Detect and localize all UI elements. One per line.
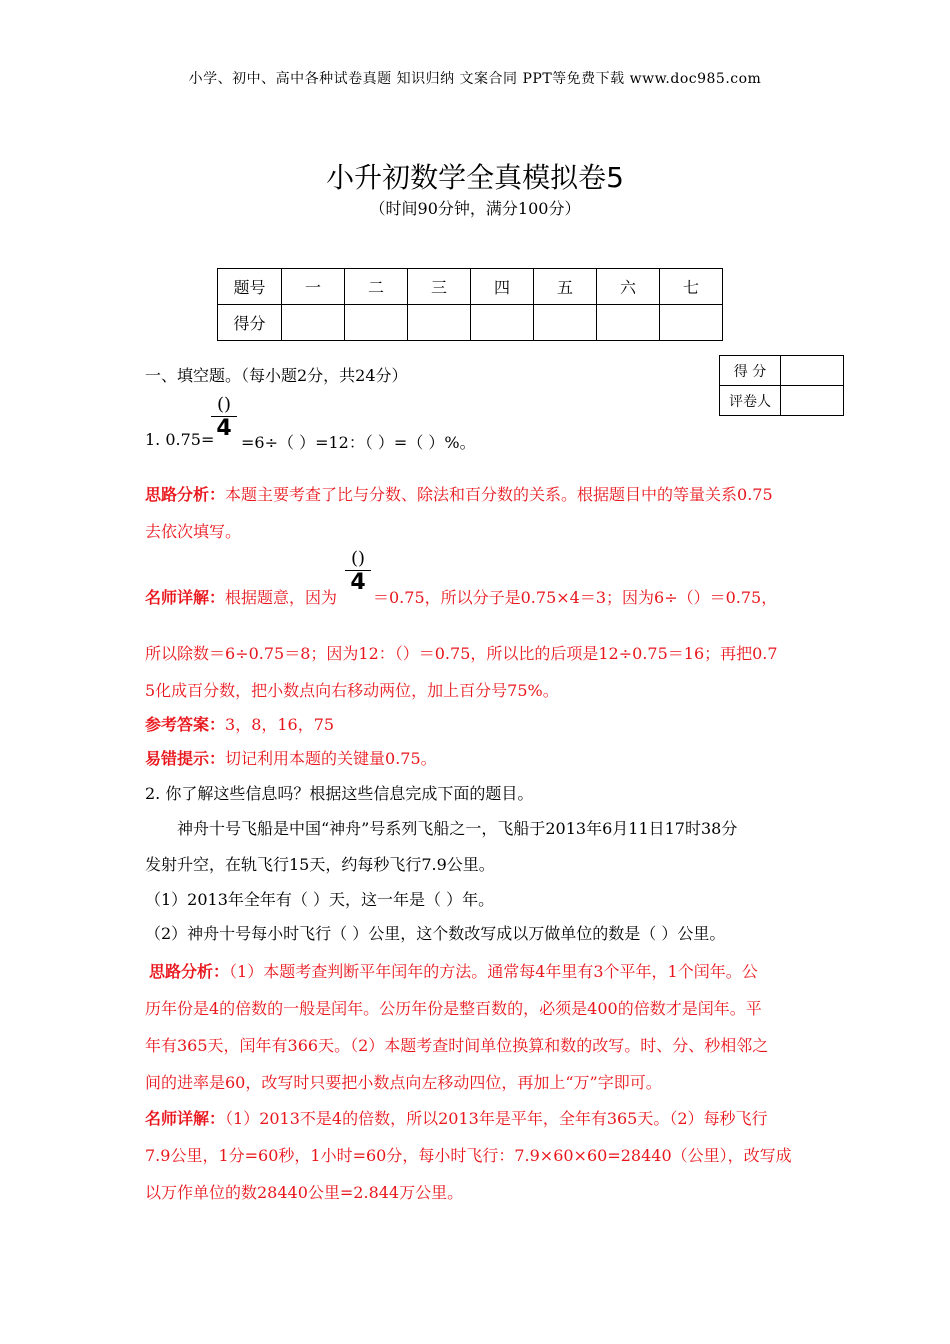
q2-analysis-text: （1）本题考查判断平年闰年的方法。通常每4年里有3个平年，1个闰年。公 bbox=[229, 962, 758, 981]
fraction-blank-over-4 bbox=[211, 395, 237, 440]
q1-detail-text-a: 根据题意，因为 bbox=[225, 588, 338, 607]
score-table-col: 四 bbox=[471, 269, 534, 305]
q1-detail bbox=[145, 585, 337, 608]
q1-analysis-line2: 去依次填写。 bbox=[145, 522, 242, 541]
section-1-heading: 一、填空题。（每小题2分，共24分） bbox=[145, 366, 408, 385]
q2-paragraph-line1: 神舟十号飞船是中国“神舟”号系列飞船之一，飞船于2013年6月11日17时38分 bbox=[177, 819, 738, 838]
score-cell bbox=[282, 305, 345, 341]
q1-tip bbox=[145, 746, 437, 769]
grader-name-cell bbox=[781, 386, 844, 416]
score-cell bbox=[471, 305, 534, 341]
score-table-col: 五 bbox=[534, 269, 597, 305]
score-table-col: 七 bbox=[660, 269, 723, 305]
score-table-row-label: 得分 bbox=[218, 305, 282, 341]
q2-analysis-line3: 年有365天，闰年有366天。（2）本题考查时间单位换算和数的改写。时、分、秒相邻之 bbox=[145, 1036, 769, 1055]
q2-intro: 2. 你了解这些信息吗？根据这些信息完成下面的题目。 bbox=[145, 784, 534, 803]
q2-sub2: （2）神舟十号每小时飞行（ ）公里，这个数改写成以万做单位的数是（ ）公里。 bbox=[145, 924, 726, 943]
q2-detail-line2: 7.9公里，1分=60秒，1小时=60分，每小时飞行：7.9×60×60=28440（公里），改写成 bbox=[145, 1146, 792, 1165]
grader-box bbox=[719, 355, 844, 416]
score-table-header-row bbox=[218, 269, 723, 305]
q1-detail-label: 名师详解： bbox=[145, 588, 226, 607]
q1-suffix: =6÷（ ）=12：（ ）=（ ）%。 bbox=[241, 433, 476, 452]
fraction-denominator: 4 bbox=[216, 416, 232, 441]
q1-answer-text: 3，8，16，75 bbox=[225, 715, 335, 734]
score-cell bbox=[660, 305, 723, 341]
score-cell bbox=[408, 305, 471, 341]
page-title: 小升初数学全真模拟卷5 bbox=[326, 161, 624, 194]
fraction-numerator: () bbox=[350, 548, 366, 569]
grader-name-label: 评卷人 bbox=[720, 386, 781, 416]
fraction-numerator: () bbox=[216, 394, 232, 415]
grader-score-label: 得 分 bbox=[720, 356, 781, 386]
fraction-blank-over-4 bbox=[345, 549, 371, 594]
score-table-col: 二 bbox=[345, 269, 408, 305]
score-table-col: 一 bbox=[282, 269, 345, 305]
score-cell bbox=[534, 305, 597, 341]
q1-analysis bbox=[145, 482, 773, 505]
score-table-row-label: 题号 bbox=[218, 269, 282, 305]
page-subtitle: （时间90分钟，满分100分） bbox=[369, 199, 581, 218]
q1-prefix: 1. 0.75= bbox=[145, 430, 215, 449]
score-table bbox=[217, 268, 723, 341]
page-header: 小学、初中、高中各种试卷真题 知识归纳 文案合同 PPT等免费下载 www.doc985.com bbox=[188, 71, 762, 87]
q2-detail-line3: 以万作单位的数28440公里=2.844万公里。 bbox=[145, 1183, 464, 1202]
score-cell bbox=[345, 305, 408, 341]
grader-score-cell bbox=[781, 356, 844, 386]
q1-analysis-text: 本题主要考查了比与分数、除法和百分数的关系。根据题目中的等量关系0.75 bbox=[225, 485, 773, 504]
q1-detail-text-b: ＝0.75，所以分子是0.75×4＝3；因为6÷（）＝0.75， bbox=[373, 588, 778, 607]
q1-answer bbox=[145, 712, 334, 735]
q2-detail-label: 名师详解： bbox=[145, 1109, 226, 1128]
q1-detail-line3: 5化成百分数，把小数点向右移动两位，加上百分号75%。 bbox=[145, 681, 559, 700]
q1-tip-label: 易错提示： bbox=[145, 749, 226, 768]
score-table-col: 六 bbox=[597, 269, 660, 305]
q2-detail bbox=[145, 1106, 768, 1129]
q2-analysis bbox=[149, 959, 758, 982]
q2-paragraph-line2: 发射升空，在轨飞行15天，约每秒飞行7.9公里。 bbox=[145, 855, 495, 874]
score-table-score-row bbox=[218, 305, 723, 341]
q2-analysis-line4: 间的进率是60，改写时只要把小数点向左移动四位，再加上“万”字即可。 bbox=[145, 1073, 662, 1092]
q1-detail-line2: 所以除数＝6÷0.75＝8；因为12：（）＝0.75，所以比的后项是12÷0.75＝16；再把0.7 bbox=[145, 644, 778, 663]
q1-tip-text: 切记利用本题的关键量0.75。 bbox=[225, 749, 437, 768]
q2-analysis-line2: 历年份是4的倍数的一般是闰年。公历年份是整百数的，必须是400的倍数才是闰年。平 bbox=[145, 999, 762, 1018]
q2-sub1: （1）2013年全年有（ ）天，这一年是（ ）年。 bbox=[145, 890, 495, 909]
q1-answer-label: 参考答案： bbox=[145, 715, 226, 734]
score-cell bbox=[597, 305, 660, 341]
score-table-col: 三 bbox=[408, 269, 471, 305]
fraction-denominator: 4 bbox=[350, 570, 366, 595]
q2-detail-text: （1）2013不是4的倍数，所以2013年是平年，全年有365天。（2）每秒飞行 bbox=[225, 1109, 768, 1128]
q1-analysis-label: 思路分析： bbox=[145, 485, 226, 504]
q2-analysis-label: 思路分析： bbox=[149, 962, 230, 981]
